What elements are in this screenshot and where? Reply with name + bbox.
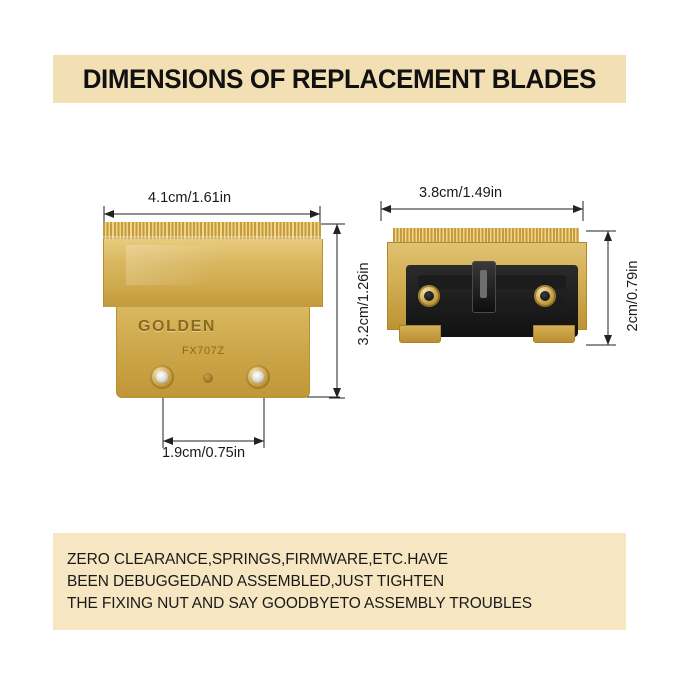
blade-center-guide <box>472 261 496 313</box>
blade-screw-left-icon <box>418 285 440 307</box>
blade-screw-right-icon <box>534 285 556 307</box>
note-line-1: ZERO CLEARANCE,SPRINGS,FIRMWARE,ETC.HAVE <box>67 550 448 568</box>
left-blade-screw-spacing-label: 1.9cm/0.75in <box>162 445 246 461</box>
note-line-3: THE FIXING NUT AND SAY GOODBYETO ASSEMBLY TROUBLES <box>67 594 533 612</box>
blade-notch-left <box>103 307 117 317</box>
right-blade-image <box>383 228 590 351</box>
blade-model-text: FX707Z <box>182 345 225 357</box>
blade-gold-frame <box>387 242 587 330</box>
left-blade-image <box>96 222 328 397</box>
title-banner <box>53 55 626 103</box>
blade-screw-left-icon <box>150 365 174 389</box>
right-blade-width-label: 3.8cm/1.49in <box>419 185 503 201</box>
blade-foot-right <box>533 325 575 343</box>
page-title: DIMENSIONS OF REPLACEMENT BLADES <box>82 63 597 94</box>
blade-center-hole-icon <box>203 373 213 383</box>
left-blade-width-label: 4.1cm/1.61in <box>148 190 232 206</box>
blade-foot-left <box>399 325 441 343</box>
note-line-2: BEEN DEBUGGEDAND ASSEMBLED,JUST TIGHTEN <box>67 572 445 590</box>
blade-upper-body <box>103 239 323 307</box>
blade-brand-text: GOLDEN <box>138 318 217 335</box>
note-banner <box>53 533 626 630</box>
left-blade-height-label: 3.2cm/1.26in <box>356 262 372 346</box>
blade-screw-right-icon <box>246 365 270 389</box>
right-blade-height-label: 2cm/0.79in <box>625 260 641 332</box>
